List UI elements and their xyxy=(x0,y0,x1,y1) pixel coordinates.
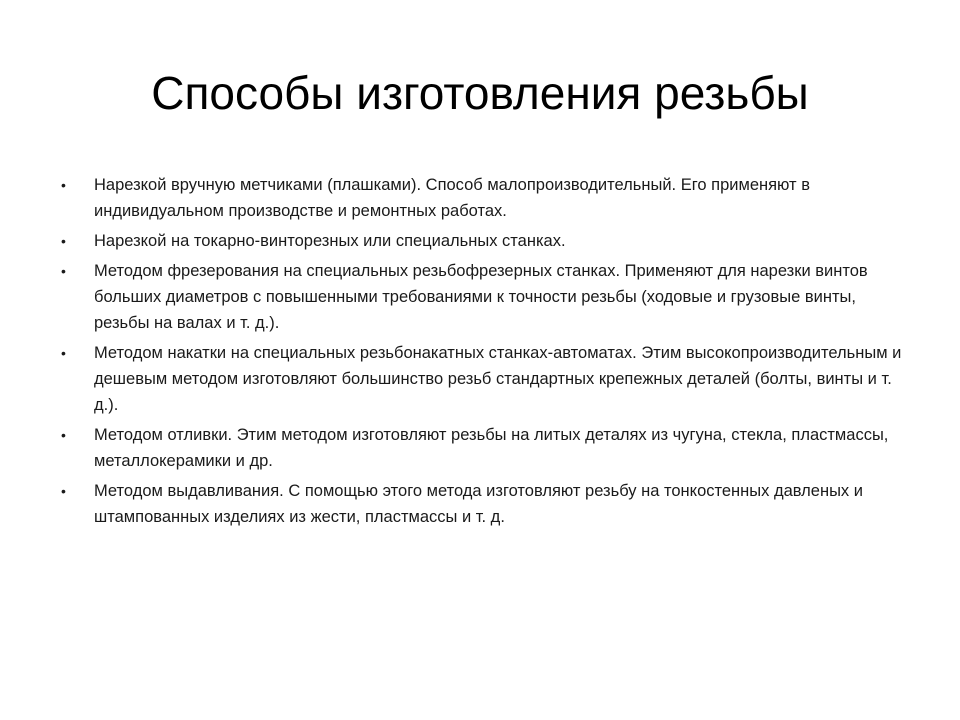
bullet-item-2 xyxy=(52,228,910,254)
bullet-item-3 xyxy=(52,258,910,336)
bullet-icon: • xyxy=(61,483,66,499)
bullet-icon: • xyxy=(61,263,66,279)
bullet-item-6 xyxy=(52,478,910,530)
bullet-text: Методом выдавливания. С помощью этого метода изготовляют резьбу на тонкостенных давленых и штампованных изделиях из жести, пластмассы и т. д. xyxy=(94,482,863,526)
bullet-item-4 xyxy=(52,340,910,418)
bullet-text: Методом фрезерования на специальных резьбофрезерных станках. Применяют для нарезки винтов больших диаметров с повышенными требованиями к точности резьбы (ходовые и грузовые винты, резьбы на валах и т. д.). xyxy=(94,262,868,332)
slide-title: Способы изготовления резьбы xyxy=(151,67,809,119)
bullet-icon: • xyxy=(61,233,66,249)
bullet-icon: • xyxy=(61,427,66,443)
bullet-text: Нарезкой вручную метчиками (плашками). Способ малопроизводительный. Его применяют в индивидуальном производстве и ремонтных работах. xyxy=(94,176,810,220)
bullet-text: Методом отливки. Этим методом изготовляют резьбы на литых деталях из чугуна, стекла, пластмассы, металлокерамики и др. xyxy=(94,426,889,470)
bullet-list xyxy=(52,172,910,534)
bullet-icon: • xyxy=(61,177,66,193)
bullet-item-1 xyxy=(52,172,910,224)
bullet-text: Методом накатки на специальных резьбонакатных станках-автоматах. Этим высокопроизводительным и дешевым методом изготовляют большинство резьб стандартных крепежных деталей (болты, винты и т. д.). xyxy=(94,344,902,414)
bullet-text: Нарезкой на токарно-винторезных или специальных станках. xyxy=(94,232,566,250)
bullet-item-5 xyxy=(52,422,910,474)
bullet-icon: • xyxy=(61,345,66,361)
